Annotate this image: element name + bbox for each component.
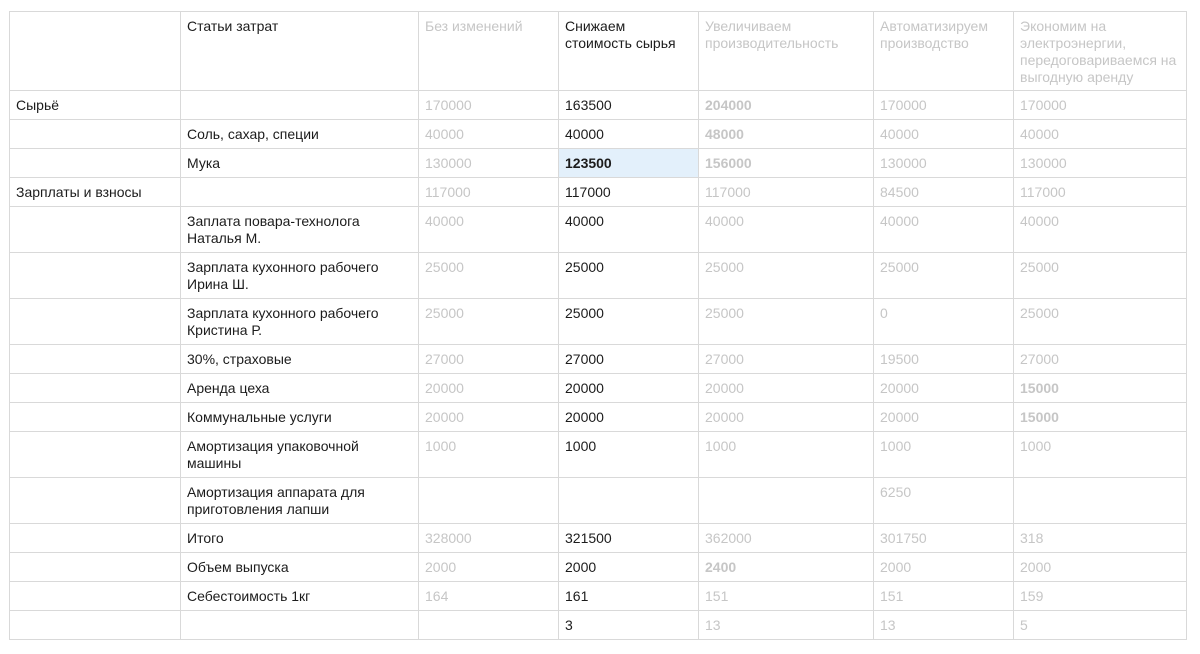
cost-table: [9, 11, 1187, 640]
table-cell[interactable]: [10, 149, 181, 178]
table-cell[interactable]: [10, 253, 181, 299]
table-cell[interactable]: [181, 611, 419, 640]
table-cell[interactable]: [559, 478, 699, 524]
table-cell[interactable]: [10, 345, 181, 374]
table-cell[interactable]: Увеличиваем производительность: [699, 12, 874, 91]
table-cell[interactable]: Заплата повара-технолога Наталья М.: [181, 207, 419, 253]
table-cell[interactable]: 25000: [699, 253, 874, 299]
table-cell[interactable]: 20000: [874, 374, 1014, 403]
table-row: [10, 149, 1187, 178]
table-cell[interactable]: 40000: [699, 207, 874, 253]
table-cell[interactable]: Сырьё: [10, 91, 181, 120]
table-cell[interactable]: [10, 582, 181, 611]
table-cell[interactable]: Амортизация упаковочной машины: [181, 432, 419, 478]
table-cell[interactable]: 151: [699, 582, 874, 611]
table-cell[interactable]: 1000: [559, 432, 699, 478]
table-cell[interactable]: 3: [559, 611, 699, 640]
table-cell[interactable]: [10, 207, 181, 253]
table-cell[interactable]: Себестоимость 1кг: [181, 582, 419, 611]
table-cell[interactable]: 30%, страховые: [181, 345, 419, 374]
table-cell[interactable]: [1014, 478, 1187, 524]
table-cell[interactable]: 40000: [419, 207, 559, 253]
table-row: [10, 582, 1187, 611]
table-cell[interactable]: 20000: [559, 403, 699, 432]
table-cell[interactable]: Коммунальные услуги: [181, 403, 419, 432]
table-row: [10, 91, 1187, 120]
table-cell[interactable]: 27000: [1014, 345, 1187, 374]
table-cell[interactable]: 161: [559, 582, 699, 611]
table-cell[interactable]: 27000: [419, 345, 559, 374]
table-cell[interactable]: 170000: [419, 91, 559, 120]
table-cell[interactable]: 40000: [419, 120, 559, 149]
table-cell[interactable]: 15000: [1014, 374, 1187, 403]
table-cell[interactable]: 13: [699, 611, 874, 640]
table-row: [10, 178, 1187, 207]
selected-cell[interactable]: 123500: [559, 149, 699, 178]
table-cell[interactable]: 130000: [419, 149, 559, 178]
table-cell[interactable]: 40000: [874, 120, 1014, 149]
table-cell[interactable]: 15000: [1014, 403, 1187, 432]
table-cell[interactable]: 1000: [1014, 432, 1187, 478]
table-cell[interactable]: [181, 178, 419, 207]
table-cell[interactable]: 40000: [559, 207, 699, 253]
table-cell[interactable]: Итого: [181, 524, 419, 553]
table-cell[interactable]: 20000: [699, 403, 874, 432]
table-row: [10, 478, 1187, 524]
table-cell[interactable]: 156000: [699, 149, 874, 178]
table-row: [10, 253, 1187, 299]
table-cell[interactable]: 164: [419, 582, 559, 611]
table-cell[interactable]: 163500: [559, 91, 699, 120]
table-cell[interactable]: [10, 374, 181, 403]
table-cell[interactable]: Экономим на электроэнергии, передоговариваемся на выгодную аренду: [1014, 12, 1187, 91]
table-row: [10, 374, 1187, 403]
table-cell[interactable]: 20000: [419, 403, 559, 432]
table-row: [10, 524, 1187, 553]
table-cell[interactable]: 321500: [559, 524, 699, 553]
table-cell[interactable]: 40000: [1014, 207, 1187, 253]
table-cell[interactable]: Амортизация аппарата для приготовления лапши: [181, 478, 419, 524]
table-cell[interactable]: 25000: [419, 253, 559, 299]
table-cell[interactable]: 48000: [699, 120, 874, 149]
table-cell[interactable]: 2000: [874, 553, 1014, 582]
table-cell[interactable]: 13: [874, 611, 1014, 640]
table-row: [10, 403, 1187, 432]
table-cell[interactable]: 2000: [559, 553, 699, 582]
table-cell[interactable]: 40000: [874, 207, 1014, 253]
table-cell[interactable]: 1000: [874, 432, 1014, 478]
table-cell[interactable]: 6250: [874, 478, 1014, 524]
table-cell[interactable]: 20000: [559, 374, 699, 403]
table-cell[interactable]: 5: [1014, 611, 1187, 640]
table-cell[interactable]: [699, 478, 874, 524]
table-cell[interactable]: [10, 403, 181, 432]
table-cell[interactable]: 25000: [1014, 299, 1187, 345]
table-cell[interactable]: 25000: [559, 253, 699, 299]
table-cell[interactable]: 27000: [699, 345, 874, 374]
table-cell[interactable]: 20000: [699, 374, 874, 403]
table-cell[interactable]: 318: [1014, 524, 1187, 553]
table-cell[interactable]: 328000: [419, 524, 559, 553]
table-cell[interactable]: Снижаем стоимость сырья: [559, 12, 699, 91]
table-cell[interactable]: Объем выпуска: [181, 553, 419, 582]
table-row: [10, 553, 1187, 582]
table-row: [10, 345, 1187, 374]
table-cell[interactable]: [419, 478, 559, 524]
table-cell[interactable]: [419, 611, 559, 640]
table-cell[interactable]: Аренда цеха: [181, 374, 419, 403]
table-cell[interactable]: 2000: [1014, 553, 1187, 582]
table-cell[interactable]: 25000: [874, 253, 1014, 299]
table-cell[interactable]: Соль, сахар, специи: [181, 120, 419, 149]
table-cell[interactable]: 170000: [874, 91, 1014, 120]
table-cell[interactable]: 20000: [874, 403, 1014, 432]
table-row: [10, 120, 1187, 149]
table-cell[interactable]: 84500: [874, 178, 1014, 207]
table-cell[interactable]: 40000: [559, 120, 699, 149]
table-cell[interactable]: 117000: [699, 178, 874, 207]
header-row: [10, 12, 1187, 91]
table-cell[interactable]: Без изменений: [419, 12, 559, 91]
table-row: [10, 432, 1187, 478]
table-cell[interactable]: 204000: [699, 91, 874, 120]
table-cell[interactable]: 19500: [874, 345, 1014, 374]
table-row: [10, 611, 1187, 640]
table-cell[interactable]: 25000: [699, 299, 874, 345]
table-cell[interactable]: [10, 299, 181, 345]
spreadsheet: [9, 11, 1187, 640]
table-cell[interactable]: 117000: [419, 178, 559, 207]
table-cell[interactable]: [10, 524, 181, 553]
table-cell[interactable]: 25000: [419, 299, 559, 345]
table-cell[interactable]: 20000: [419, 374, 559, 403]
table-cell[interactable]: 301750: [874, 524, 1014, 553]
table-cell[interactable]: Статьи затрат: [181, 12, 419, 91]
table-cell[interactable]: Зарплаты и взносы: [10, 178, 181, 207]
table-cell[interactable]: 117000: [559, 178, 699, 207]
table-cell[interactable]: Автоматизируем производство: [874, 12, 1014, 91]
table-cell[interactable]: [10, 12, 181, 91]
table-cell[interactable]: 2000: [419, 553, 559, 582]
table-cell[interactable]: [10, 120, 181, 149]
table-cell[interactable]: 130000: [874, 149, 1014, 178]
table-cell[interactable]: 151: [874, 582, 1014, 611]
table-cell[interactable]: 117000: [1014, 178, 1187, 207]
table-cell[interactable]: 362000: [699, 524, 874, 553]
table-cell[interactable]: [10, 478, 181, 524]
table-cell[interactable]: 130000: [1014, 149, 1187, 178]
table-cell[interactable]: [10, 611, 181, 640]
table-cell[interactable]: 27000: [559, 345, 699, 374]
table-cell[interactable]: 1000: [419, 432, 559, 478]
table-cell[interactable]: 159: [1014, 582, 1187, 611]
table-cell[interactable]: [181, 91, 419, 120]
table-cell[interactable]: [10, 553, 181, 582]
table-cell[interactable]: 25000: [559, 299, 699, 345]
table-row: [10, 299, 1187, 345]
table-cell[interactable]: 2400: [699, 553, 874, 582]
table-cell[interactable]: 40000: [1014, 120, 1187, 149]
table-cell[interactable]: 170000: [1014, 91, 1187, 120]
table-row: [10, 207, 1187, 253]
table-cell[interactable]: 0: [874, 299, 1014, 345]
table-cell[interactable]: Мука: [181, 149, 419, 178]
table-cell[interactable]: 25000: [1014, 253, 1187, 299]
table-cell[interactable]: Зарплата кухонного рабочего Кристина Р.: [181, 299, 419, 345]
table-cell[interactable]: 1000: [699, 432, 874, 478]
table-cell[interactable]: Зарплата кухонного рабочего Ирина Ш.: [181, 253, 419, 299]
table-cell[interactable]: [10, 432, 181, 478]
